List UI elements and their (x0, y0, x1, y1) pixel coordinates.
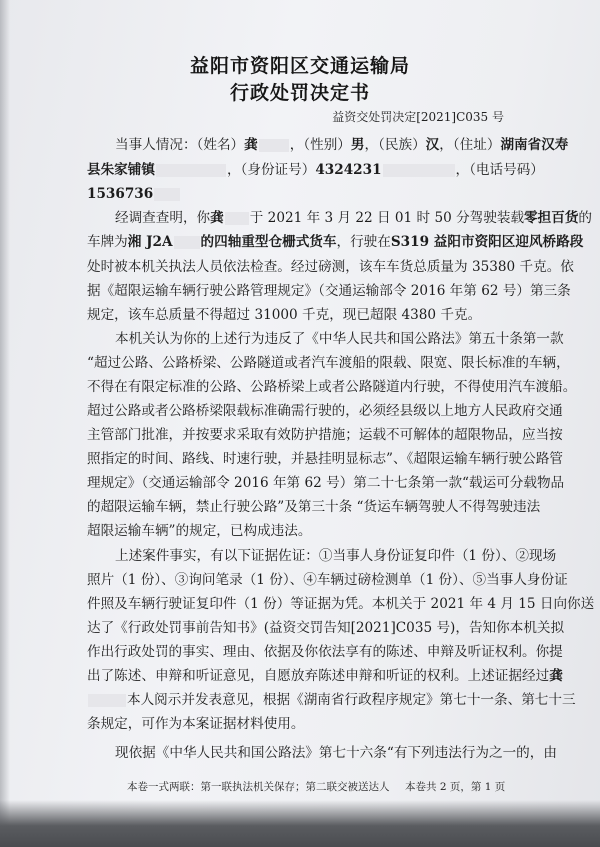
party-line-2 (87, 157, 544, 183)
page-edge-shadow (0, 0, 10, 847)
redaction (259, 139, 289, 152)
evidence-line-6 (87, 663, 563, 689)
table-surface (0, 800, 600, 847)
facts-line-4: 据《超限运输车辆行驶公路管理规定》（交通运输部令 2016 年第 62 号）第三条 (87, 283, 571, 299)
redaction (383, 164, 455, 177)
redaction (156, 164, 226, 177)
cargo-type: 零担百货 (524, 210, 579, 226)
facts-line-5: 规定，该车总质量不得超过 31000 千克，现已超限 4380 千克。 (87, 307, 482, 323)
redaction (225, 212, 249, 225)
violation-line-8: 的超限运输车辆，禁止行驶公路”及第三十条 “货运车辆驾驶人不得驾驶违法 (87, 499, 541, 515)
decision-line-1: 现依据《中华人民共和国公路法》第七十六条“有下列违法行为之一的，由 (115, 745, 557, 761)
text-segment: 的 (578, 210, 593, 226)
violation-line-7: 理规定》（交通运输部令 2016 年第 62 号）第二十七条第一款“载运可分载物品 (87, 475, 565, 491)
redaction (88, 694, 126, 707)
party-label-address: ，（住址） (439, 137, 501, 153)
violation-line-3: 不得在有限定标准的公路、公路桥梁上或者公路隧道内行驶，不得使用汽车渡船。 (87, 379, 577, 395)
redaction (154, 188, 180, 201)
party-line-1 (115, 132, 568, 158)
evidence-line-8: 条规定，可作为本案证据材料使用。 (87, 716, 305, 732)
evidence-line-1: 上述案件事实，有以下证据佐证：①当事人身份证复印件（1 份）、②现场 (115, 548, 557, 564)
party-sex: 男 (350, 137, 365, 153)
violation-line-1: 本机关认为你的上述行为违反了《中华人民共和国公路法》第五十条第一款 (115, 331, 564, 347)
evidence-line-4: 达了《行政处罚事前告知书》(益资交罚告知[2021]C035 号)，告知你本机关拟 (87, 620, 565, 636)
party-line-3 (87, 181, 181, 207)
document-title: 行政处罚决定书 (229, 82, 370, 104)
party-ethnicity: 汉 (425, 137, 440, 153)
party-phone: 1536736 (87, 186, 154, 202)
party-label-id: ，（身份证号） (226, 162, 316, 178)
party-address-part2: 县朱家铺镇 (87, 162, 155, 178)
vehicle-type: 的四轴重型仓栅式货车 (200, 234, 337, 250)
facts-line-2 (87, 229, 583, 255)
footer-page-number: 本卷共 2 页，第 1 页 (405, 781, 506, 793)
party-label-name: 当事人情况：（姓名） (115, 137, 245, 153)
redaction (174, 236, 200, 249)
text-segment: 车牌为 (87, 234, 128, 250)
violation-line-9: 超限运输车辆”的规定，已构成违法。 (87, 523, 312, 539)
party-address-part1: 湖南省汉寿 (500, 137, 569, 153)
evidence-line-2: 照片（1 份）、③询问笔录（1 份）、④车辆过磅检测单（1 份）、⑤当事人身份证 (87, 572, 568, 588)
party-label-phone: ，（电话号码） (455, 162, 544, 178)
evidence-line-3: 件照及车辆行驶证复印件（1 份）等证据为凭。本机关于 2021 年 4 月 15 日向你送 (87, 596, 595, 612)
text-segment: 于 2021 年 3 月 22 日 01 时 50 分驾驶装载 (249, 210, 525, 226)
evidence-line-5: 作出行政处罚的事实、理由、依据及你依法享有的陈述、申辩及听证权利。你提 (87, 644, 563, 660)
party-name: 龚 (549, 668, 563, 684)
facts-line-1 (115, 205, 592, 231)
violation-line-2: “超过公路、公路桥梁、公路隧道或者汽车渡船的限载、限宽、限长标准的车辆， (87, 355, 570, 371)
text-segment: 出了陈述、申辩和听证意见，自愿放弃陈述申辩和听证的权利。上述证据经过 (87, 668, 550, 684)
text-segment: 经调查查明，你 (115, 210, 211, 226)
agency-title: 益阳市资阳区交通运输局 (189, 55, 410, 77)
evidence-line-7 (87, 687, 576, 713)
violation-line-4: 超过公路或者公路桥梁限载标准确需行驶的，必须经县级以上地方人民政府交通 (87, 403, 563, 419)
party-name: 龚 (244, 137, 258, 153)
party-label-ethnicity: ，（民族） (364, 137, 426, 153)
road-section: S319 益阳市资阳区迎风桥路段 (390, 234, 584, 250)
party-id-number: 4324231 (315, 162, 382, 178)
document-number: 益资交处罚决定[2021]C035 号 (332, 110, 504, 124)
violation-line-5: 主管部门批准，并按要求采取有效防护措施；运载不可解体的超限物品，应当按 (87, 427, 563, 443)
party-name: 龚 (210, 210, 224, 226)
plate-number: 湘 J2A (127, 234, 173, 250)
violation-line-6: 照指定的时间、路线、时速行驶，并悬挂明显标志”、《超限运输车辆行驶公路管 (87, 451, 563, 467)
footer-copies-note: 本卷一式两联：第一联执法机关保存；第二联交被送达人 (127, 781, 390, 793)
text-segment: ，行驶在 (336, 234, 391, 250)
text-segment: 本人阅示并发表意见，根据《湖南省行政程序规定》第七十一条、第七十三 (127, 692, 576, 708)
facts-line-3: 处时被本机关执法人员依法检查。经过磅测，该车车货总质量为 35380 千克。依 (87, 259, 574, 275)
party-label-sex: ，（性别） (289, 137, 351, 153)
